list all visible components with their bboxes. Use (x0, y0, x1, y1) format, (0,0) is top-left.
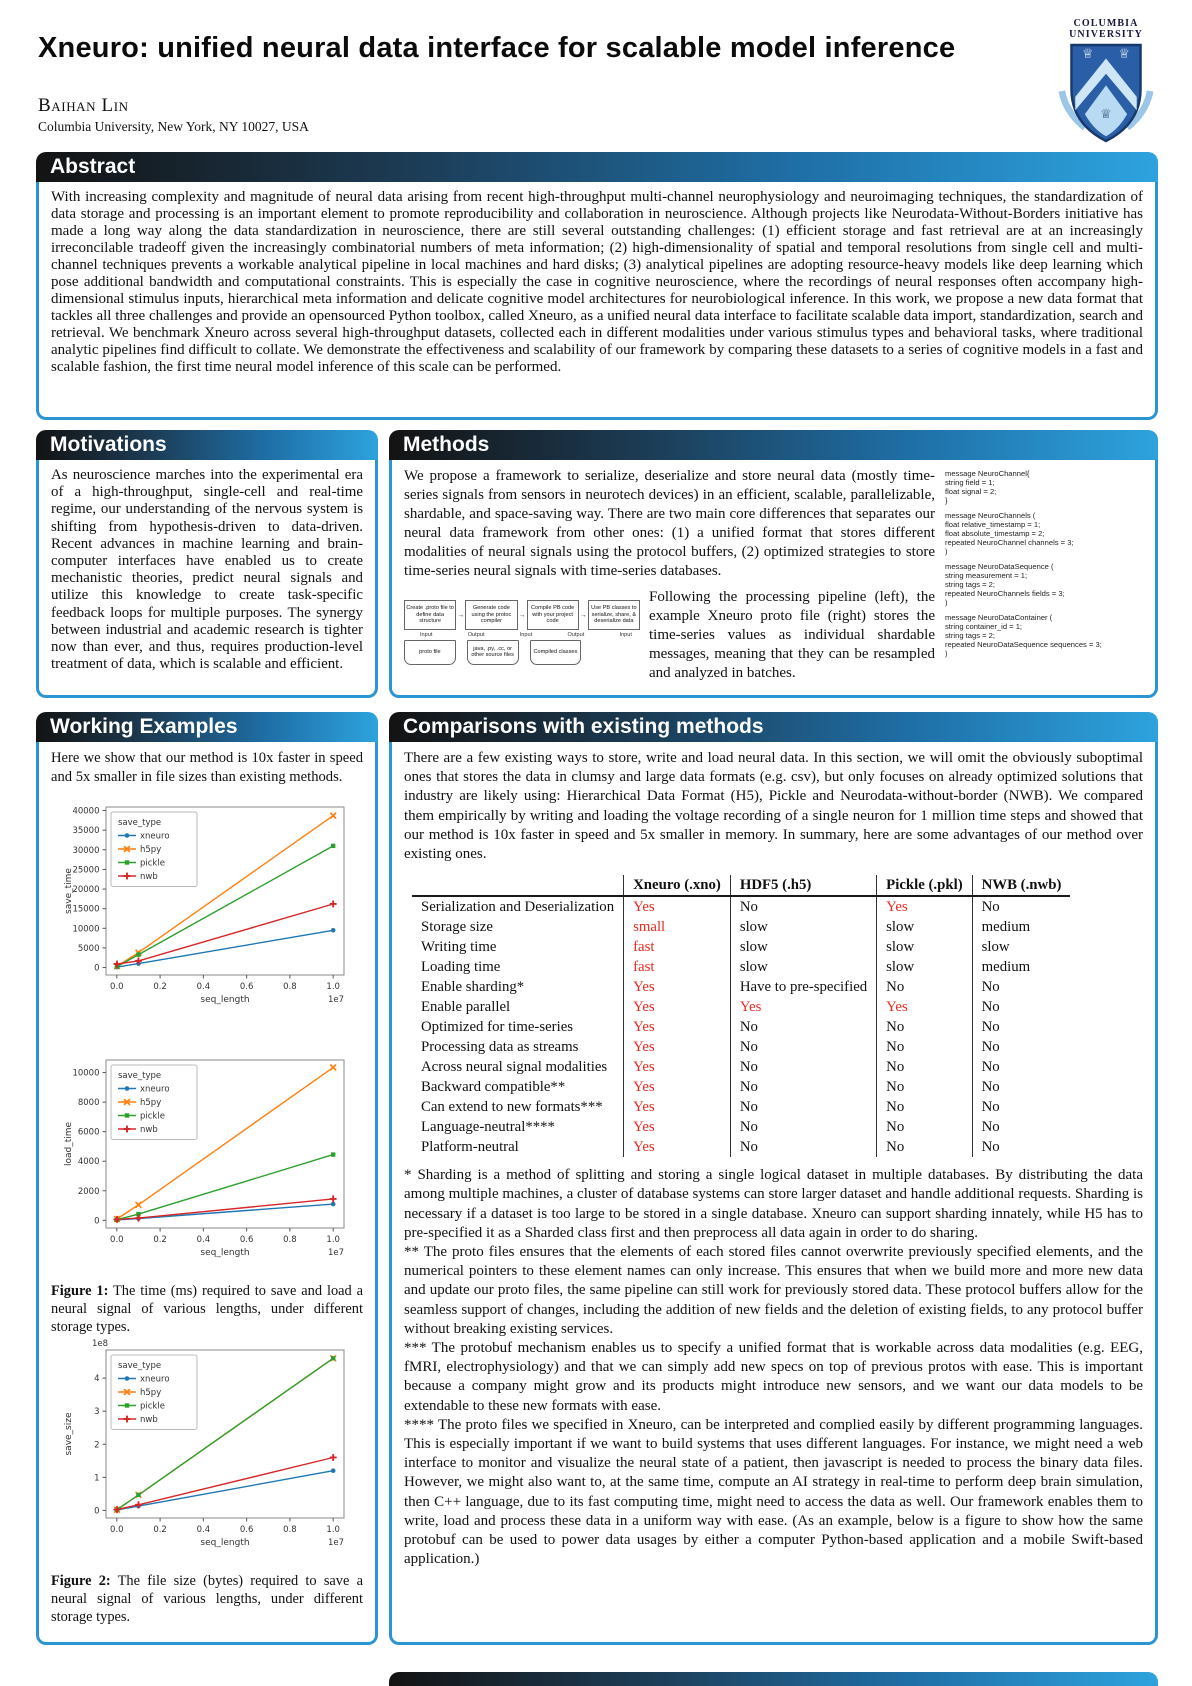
svg-text:0.4: 0.4 (196, 1235, 211, 1245)
svg-text:0.0: 0.0 (110, 1235, 124, 1245)
motivations-text: As neuroscience marches into the experimental era of a high-throughput, single-cell and real-time regime, our understanding of the nervous system is shifting from hypothesis-driven to data-driven. Recent advances in machine learning and brain-computer interfaces have enabled us to create mechanistic theories, predict neural signals and utilize this knowledge to create task-specific feedback loops for multiple purposes. The synergy between industrial and academic research is tighter now than ever, and thus, requires production-level treatment of data, which is scalable and efficient. (51, 467, 363, 673)
svg-text:save_type: save_type (118, 1361, 162, 1371)
svg-text:h5py: h5py (140, 1388, 162, 1398)
table-column-header: Pickle (.pkl) (877, 875, 972, 896)
table-column-header: HDF5 (.h5) (730, 875, 876, 896)
poster-title: Xneuro: unified neural data interface for scalable model inference (38, 32, 956, 64)
table-row: Enable parallel Yes Yes Yes No (412, 997, 1070, 1017)
svg-text:h5py: h5py (140, 1098, 162, 1108)
pipeline-file-box: java, .py, .cc, or other source files (467, 640, 519, 665)
figure2-caption-label: Figure 2: (51, 1573, 111, 1589)
svg-text:0.0: 0.0 (110, 982, 124, 992)
svg-text:save_size: save_size (64, 1412, 74, 1456)
svg-text:0.4: 0.4 (196, 1525, 211, 1535)
io-label: Output (467, 631, 485, 638)
methods-main-column (404, 467, 935, 688)
proto-message-block: message NeuroChannels ( float relative_timestamp = 1; float absolute_timestamp = 2; repeated NeuroChannel channels = 3; ) (945, 511, 1074, 556)
svg-text:0.2: 0.2 (153, 982, 167, 992)
masthead (38, 32, 1028, 135)
table-footnote: * Sharding is a method of splitting and storing a single logical dataset in multiple databases. By distributing the data among multiple machines, a cluster of database systems can store larger dataset and handle additional requests. Sharding is necessary if a dataset is too large to be stored in a single database. Xneuro can support sharding innately, while H5 has to pre-specified it as a Sharded class first and then preprocess all data again in order to do sharing. (404, 1167, 1143, 1241)
table-row: Enable sharding* Yes Have to pre-specified No No (412, 977, 1070, 997)
svg-text:1.0: 1.0 (326, 982, 340, 992)
next-section-header-cut (389, 1672, 1158, 1686)
save-size-chart (56, 1338, 363, 1565)
svg-text:pickle: pickle (140, 1111, 165, 1122)
svg-text:seq_length: seq_length (200, 995, 250, 1005)
svg-text:pickle: pickle (140, 858, 165, 869)
save-time-chart (56, 795, 363, 1022)
table-row: Loading time fast slow slow medium (412, 957, 1070, 977)
methods-paragraph-1: We propose a framework to serialize, deserialize and store neural data (mostly time-series signals from sensors in neurotech devices) in an efficient, scalable, parallelizable, shardable, and space-saving way. There are two main core differences that separates our neural data framework from other ones: (1) a unified format that stores different modalities of neural signals using the protocol buffers, (2) optimized strategies to store time-series neural signals with time-series databases. (404, 468, 935, 579)
columbia-wordmark-line1: COLUMBIA (1073, 18, 1139, 29)
svg-text:♕: ♕ (1082, 46, 1094, 61)
svg-text:10000: 10000 (72, 1068, 100, 1079)
io-label: Input (619, 631, 632, 638)
svg-text:♕: ♕ (1118, 46, 1130, 61)
svg-text:5000: 5000 (77, 943, 100, 954)
svg-text:2000: 2000 (77, 1186, 100, 1197)
svg-text:xneuro: xneuro (140, 831, 170, 842)
xneuro-proto-file-code (945, 467, 1143, 688)
columbia-crest-icon (1058, 43, 1154, 143)
abstract-text: With increasing complexity and magnitude of neural data arising from recent high-throughput multi-channel neurophysiology and neuroimaging techniques, the standardization of data storage and processing is an important element to promote reproducibility and collaboration in neuroscience. Although projects like Neurodata-Without-Borders initiative has made a long way along the data standardization in neuroscience, there are still several outstanding challenges: (1) efficient storage and fast retrieval are at an increasingly irreconcilable tradeoff given the increasingly combinatorial numbers of meta information; (2) high-dimensionality of spatial and temporal resolutions from single cell and multi-channel techniques prevents a workable analytical pipeline in local machines and hard disks; (3) analytical pipelines are adopting resource-heavy models like deep learning which pose additional bandwidth and computational constraints. This is especially the case in cognitive neuroscience, where the recordings of neural responses often accompany high-dimensional stimulus inputs, hierarchical meta information and delicate cognitive model architectures for neurobiological inference. In this work, we propose a new data format that tackles all three challenges and provide an opensourced Python toolbox, called Xneuro, as a unified neural data interface to facilitate scalable data import, standardization, search and retrieval. We benchmark Xneuro across several high-throughput datasets, collected each in different modalities under various stimulus types and behavioral tasks, where traditional analytic pipelines find difficult to collate. We demonstrate the effectiveness and scalability of our framework by comparing these datasets to a series of cognitive models in a fast and scalable fashion, the first time neural model inference of this scale can be performed. (51, 189, 1143, 375)
methods-body (389, 460, 1158, 698)
svg-text:0.6: 0.6 (239, 982, 254, 992)
io-label: Output (567, 631, 585, 638)
svg-text:3: 3 (94, 1407, 100, 1418)
svg-text:nwb: nwb (140, 1125, 158, 1135)
proto-message-block: message NeuroDataContainer ( string container_id = 1; string tags = 2; repeated NeuroDataSequence sequences = 3; ) (945, 613, 1102, 658)
svg-text:25000: 25000 (72, 865, 100, 876)
svg-text:pickle: pickle (140, 1401, 165, 1412)
svg-text:nwb: nwb (140, 1415, 158, 1425)
motivations-heading-label: Motivations (50, 433, 167, 456)
svg-text:2: 2 (94, 1440, 100, 1451)
svg-text:40000: 40000 (72, 806, 100, 817)
table-column-header: NWB (.nwb) (972, 875, 1070, 896)
motivations-body (36, 460, 378, 698)
pipeline-step-box: Create .proto file to define data structure (404, 600, 456, 630)
arrow-right-icon: → (579, 610, 587, 619)
table-row: Writing time fast slow slow slow (412, 937, 1070, 957)
comparisons-heading (389, 712, 1158, 742)
pipeline-row (404, 588, 935, 683)
svg-text:1.0: 1.0 (326, 1235, 340, 1245)
svg-text:20000: 20000 (72, 885, 100, 896)
svg-text:save_type: save_type (118, 818, 162, 828)
svg-text:0.0: 0.0 (110, 1525, 124, 1535)
affiliation: Columbia University, New York, NY 10027, USA (38, 119, 309, 134)
svg-text:0.6: 0.6 (239, 1525, 254, 1535)
svg-text:♕: ♕ (1100, 106, 1112, 121)
table-footnote: *** The protobuf mechanism enables us to specify a unified format that is workable across data modalities (e.g. EEG, fMRI, electrophysiology) and that we can simply add new specs on top of previous protos with ease. This is important because a company might grow and its products might introduce new sensors, and we want our data models to be extendable to these new formats with ease. (404, 1340, 1143, 1414)
arrow-right-icon: → (457, 610, 465, 619)
columbia-wordmark-line2: UNIVERSITY (1069, 29, 1143, 40)
svg-text:0.2: 0.2 (153, 1235, 167, 1245)
svg-text:1e7: 1e7 (327, 1538, 344, 1548)
working-examples-heading (36, 712, 378, 742)
figure1-caption-label: Figure 1: (51, 1283, 109, 1299)
io-label: Input (519, 631, 533, 638)
protobuf-pipeline-diagram (404, 588, 640, 665)
figure1-caption (51, 1282, 363, 1336)
svg-text:0.6: 0.6 (239, 1235, 254, 1245)
proto-message-block: message NeuroDataSequence ( string measurement = 1; string tags = 2; repeated NeuroChannels fields = 3; ) (945, 562, 1065, 607)
proto-message-block: message NeuroChannel{ string field = 1; float signal = 2; } (945, 469, 1030, 505)
methods-heading-label: Methods (403, 433, 490, 456)
svg-text:save_type: save_type (118, 1071, 162, 1081)
author-name: Baihan Lin (38, 95, 129, 116)
table-row: Processing data as streams Yes No No No (412, 1037, 1070, 1057)
svg-text:0: 0 (94, 1216, 100, 1227)
abstract-heading (36, 152, 1158, 182)
svg-text:30000: 30000 (72, 845, 100, 856)
columbia-wordmark (1046, 18, 1166, 40)
working-examples-intro: Here we show that our method is 10x faster in speed and 5x smaller in file sizes than existing methods. (51, 750, 363, 785)
svg-text:load_time: load_time (64, 1121, 74, 1167)
motivations-heading (36, 430, 378, 460)
svg-text:0.8: 0.8 (283, 1525, 297, 1535)
svg-text:0.8: 0.8 (283, 982, 297, 992)
svg-text:10000: 10000 (72, 924, 100, 935)
svg-text:0.8: 0.8 (283, 1235, 297, 1245)
svg-text:xneuro: xneuro (140, 1084, 170, 1095)
svg-text:1e7: 1e7 (327, 995, 344, 1005)
motivations-section (36, 430, 378, 698)
table-footnote: ** The proto files ensures that the elements of each stored files cannot overwrite previously specified elements, and the numerical pointers to these element names can only increase. This ensures that when we build more and more new data and update our proto files, the same pipeline can still work for previously stored data. These protocol buffers allow for the seamless support of changes, including the addition of new fields and the deletion of existing fields, to any protocol buffer without breaking existing services. (404, 1244, 1143, 1337)
svg-text:4000: 4000 (77, 1157, 100, 1168)
pipeline-file-box: Compiled classes (530, 640, 582, 665)
svg-text:nwb: nwb (140, 872, 158, 882)
table-row: Backward compatible** Yes No No No (412, 1077, 1070, 1097)
svg-text:seq_length: seq_length (200, 1538, 250, 1548)
table-footnote: **** The proto files we specified in Xneuro, can be interpreted and complied easily by different programming languages. This is especially important if we want to build systems that uses different languages. For instance, we might need a web interface to monitor and visualize the neural state of a patient, then javascript is needed to process the binary data files. However, we might also want to, at the same time, compute an AI strategy in real-time to perform deep brain simulation, then C++ language, due to its fast computing time, might need to access the data as well. Our framework enables them to write, load and process these data in a uniform way with ease. (As an example, below is a figure to show how the same protobuf can be used to power data usages by either a computer Python-based application and a mobile Swift-based application.) (404, 1416, 1143, 1568)
table-row: Can extend to new formats*** Yes No No No (412, 1097, 1070, 1117)
table-row: Language-neutral**** Yes No No No (412, 1117, 1070, 1137)
table-column-header: Xneuro (.xno) (624, 875, 731, 896)
pipeline-step-box: Compile PB code with your project code (527, 600, 579, 630)
abstract-section (36, 152, 1158, 420)
table-row: Optimized for time-series Yes No No No (412, 1017, 1070, 1037)
pipeline-file-box: proto file (404, 640, 456, 665)
working-examples-section (36, 712, 378, 1645)
svg-text:h5py: h5py (140, 845, 162, 855)
pipeline-step-box: Generate code using the protoc compiler (465, 600, 517, 630)
comparisons-section (389, 712, 1158, 1645)
comparisons-intro: There are a few existing ways to store, write and load neural data. In this section, we will omit the obviously suboptimal ones that stores the data in clumsy and large data formats (e.g. csv), but only focuses on already optimized solutions that industry are likely using: Hierarchical Data Format (H5), Pickle and Neurodata-without-border (NWB). We compared them empirically by writing and loading the voltage recording of a single neuron for 1 million time steps and showed that our method is 10x faster in speed and 5x smaller in memory. In summary, here are some advantages of our method over existing ones. (404, 750, 1143, 863)
svg-text:4: 4 (94, 1374, 100, 1385)
svg-text:1e7: 1e7 (327, 1248, 344, 1258)
svg-text:0: 0 (94, 963, 100, 974)
figure2-caption (51, 1572, 363, 1626)
io-label: Input (420, 631, 433, 638)
table-footnotes (404, 1166, 1143, 1569)
svg-text:0: 0 (94, 1506, 100, 1517)
svg-text:save_time: save_time (64, 868, 74, 914)
figure2-caption-text: The file size (bytes) required to save a neural signal of various lengths, under different storage types. (51, 1573, 363, 1625)
svg-text:8000: 8000 (77, 1098, 100, 1109)
svg-text:seq_length: seq_length (200, 1248, 250, 1258)
load-time-chart (56, 1048, 363, 1275)
working-examples-heading-label: Working Examples (50, 715, 238, 738)
methods-section (389, 430, 1158, 698)
methods-paragraph-2: Following the processing pipeline (left), the example Xneuro proto file (right) stores the time-series values as individual shardable messages, meaning that they can be resampled and analyzed in batches. (649, 589, 935, 681)
svg-text:xneuro: xneuro (140, 1374, 170, 1385)
comparison-table (412, 875, 1070, 1157)
svg-text:0.2: 0.2 (153, 1525, 167, 1535)
svg-text:15000: 15000 (72, 904, 100, 915)
arrow-right-icon: → (518, 610, 526, 619)
table-row: Across neural signal modalities Yes No No No (412, 1057, 1070, 1077)
svg-text:35000: 35000 (72, 826, 100, 837)
table-row: Storage size small slow slow medium (412, 917, 1070, 937)
comparisons-body (389, 742, 1158, 1645)
svg-text:6000: 6000 (77, 1127, 100, 1138)
table-row: Serialization and Deserialization Yes No Yes No (412, 896, 1070, 917)
svg-text:1e8: 1e8 (92, 1339, 109, 1349)
svg-text:1: 1 (94, 1473, 100, 1484)
abstract-body (36, 182, 1158, 420)
svg-text:0.4: 0.4 (196, 982, 211, 992)
svg-text:1.0: 1.0 (326, 1525, 340, 1535)
comparisons-heading-label: Comparisons with existing methods (403, 715, 764, 738)
working-examples-body (36, 742, 378, 1645)
methods-heading (389, 430, 1158, 460)
table-row: Platform-neutral Yes No No No (412, 1137, 1070, 1157)
figure1-caption-text: The time (ms) required to save and load a neural signal of various lengths, under different storage types. (51, 1283, 363, 1335)
columbia-logo (1046, 18, 1166, 148)
pipeline-step-box: Use PB classes to serialize, share, & deserialize data (588, 600, 640, 630)
abstract-heading-label: Abstract (50, 155, 136, 178)
